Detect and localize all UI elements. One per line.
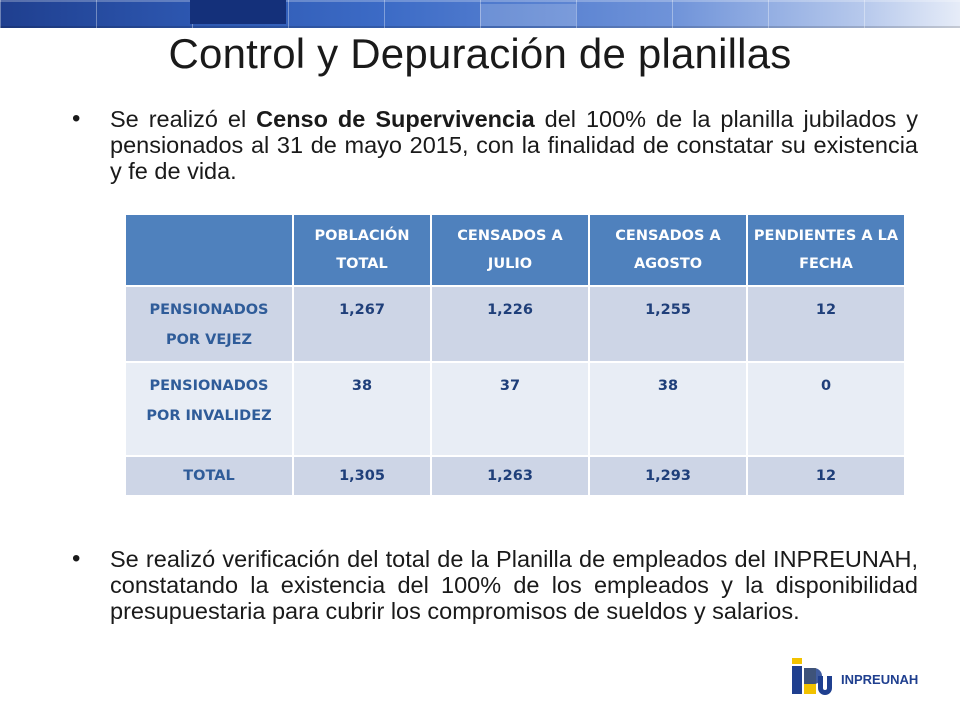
cell-value: 1,305 [294, 457, 430, 495]
cell-value: 38 [294, 363, 430, 455]
inpreunah-logo-icon [790, 654, 834, 696]
cell-value: 0 [748, 363, 904, 455]
header-pendientes: PENDIENTES A LA FECHA [748, 215, 904, 285]
header-poblacion-total: POBLACIÓN TOTAL [294, 215, 430, 285]
cell-value: 12 [748, 457, 904, 495]
header-censados-agosto: CENSADOS A AGOSTO [590, 215, 746, 285]
table-row [126, 287, 904, 361]
cell-value: 1,263 [432, 457, 588, 495]
header-censados-julio: CENSADOS A JULIO [432, 215, 588, 285]
bullet-dot: • [72, 105, 81, 132]
cell-value: 38 [590, 363, 746, 455]
cell-value: 1,226 [432, 287, 588, 361]
bullet-census-post: del 100% de la planilla jubilados y pensionados al 31 de mayo 2015, con la finalidad de constatar su existencia y fe de vida. [110, 106, 918, 184]
banner-tile-dark [190, 0, 286, 24]
slide-title: Control y Depuración de planillas [168, 30, 792, 77]
cell-value: 1,255 [590, 287, 746, 361]
banner-tile-light [480, 4, 576, 26]
header-empty [126, 215, 292, 285]
bullet-employees [72, 545, 918, 624]
bullet-census-bold: Censo de Supervivencia [256, 106, 535, 132]
bullet-census [72, 105, 918, 184]
table-row-total [126, 457, 904, 495]
bullet-employees-text: Se realizó verificación del total de la Planilla de empleados del INPREUNAH, constatando la existencia del 100% de los empleados y la disponibilidad presupuestaria para cubrir los compromisos de sueldos y salarios. [110, 546, 918, 624]
bullet-census-pre: Se realizó el [110, 106, 257, 132]
row-label: PENSIONADOS POR INVALIDEZ [126, 363, 292, 455]
census-table [124, 213, 906, 497]
cell-value: 37 [432, 363, 588, 455]
row-label: PENSIONADOS POR VEJEZ [126, 287, 292, 361]
table-header-row [126, 215, 904, 285]
cell-value: 1,267 [294, 287, 430, 361]
top-banner [0, 0, 960, 28]
table-row [126, 363, 904, 455]
logo-text: INPREUNAH [841, 672, 919, 687]
cell-value: 12 [748, 287, 904, 361]
bullet-dot: • [72, 545, 81, 572]
cell-value: 1,293 [590, 457, 746, 495]
row-label: TOTAL [126, 457, 292, 495]
